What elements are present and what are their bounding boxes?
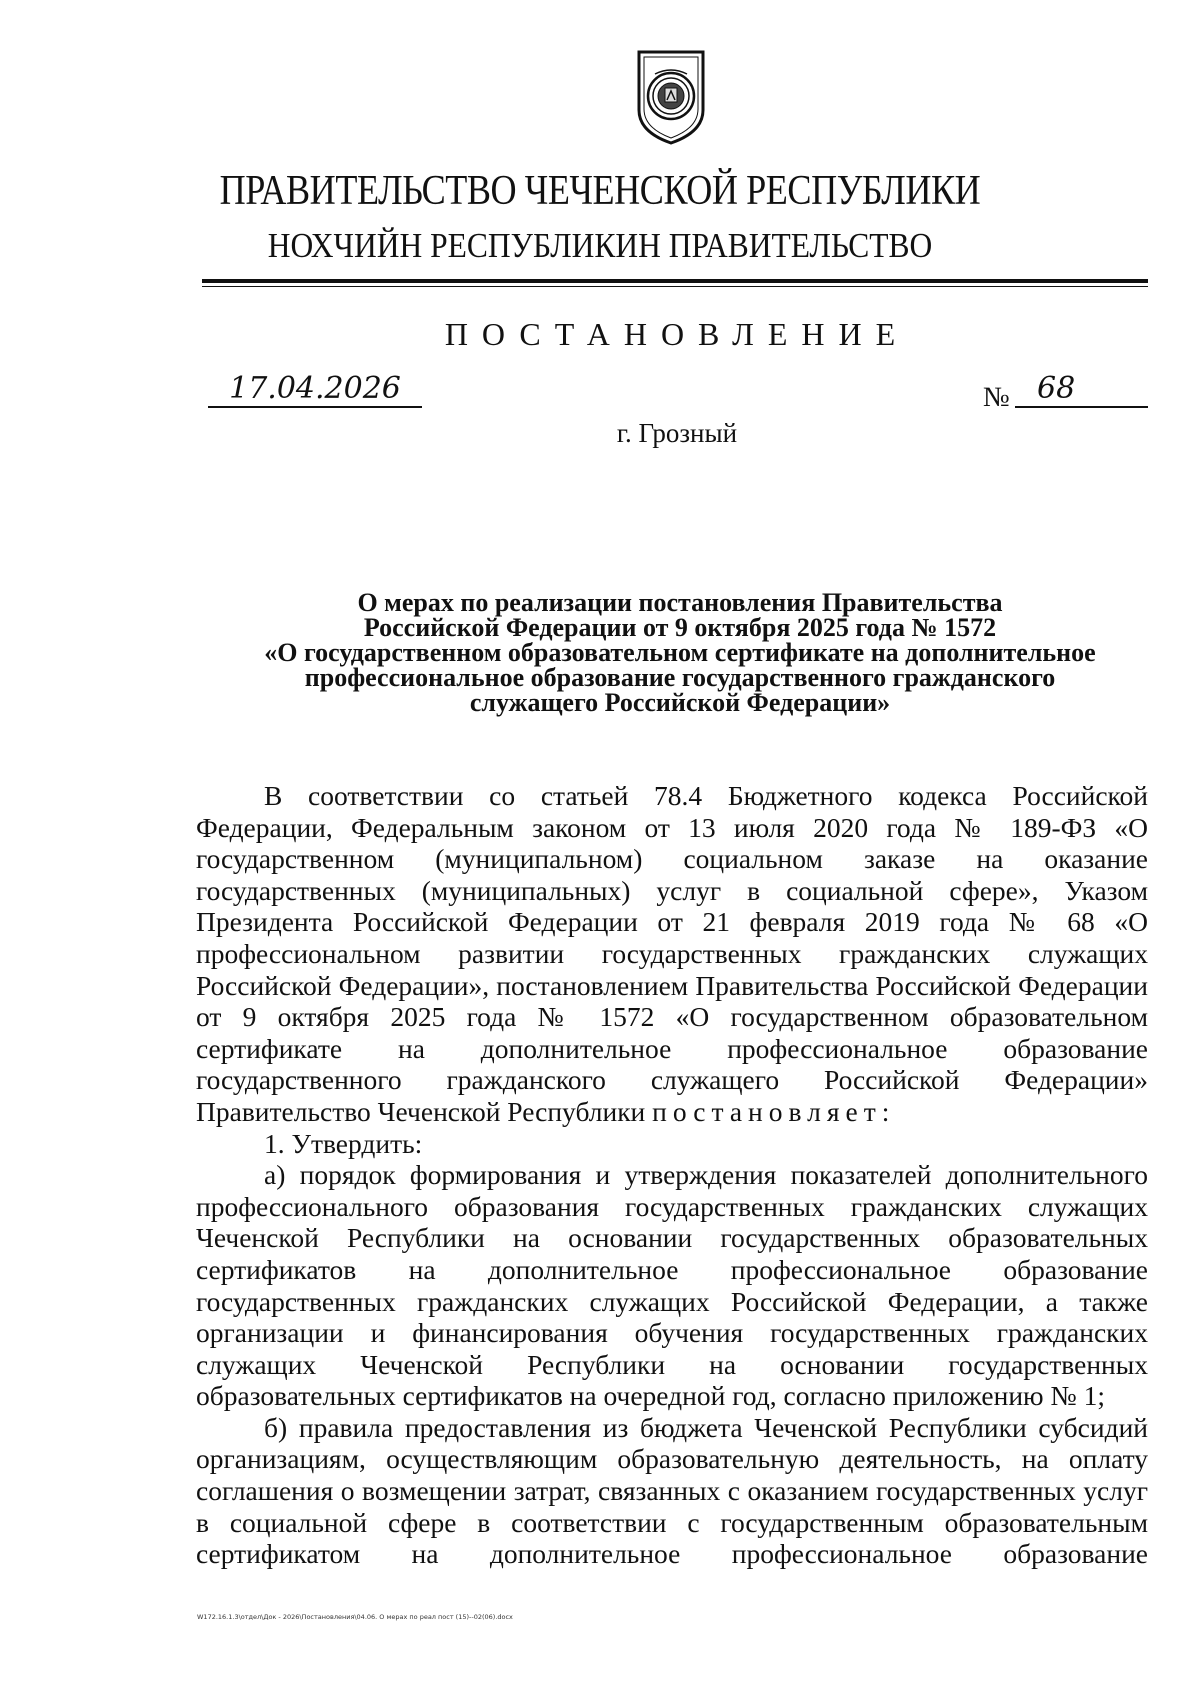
title-line: О мерах по реализации постановления Правительства <box>357 588 1003 617</box>
document-number-label: № <box>983 382 1010 413</box>
document-type: ПОСТАНОВЛЕНИЕ <box>444 316 910 352</box>
title-line: служащего Российской Федерации» <box>469 688 891 717</box>
government-subtitle: НОХЧИЙН РЕСПУБЛИКИН ПРАВИТЕЛЬСТВО <box>267 226 933 265</box>
footer-file-path: W172.16.1.3\отдел\Док - 2026\Постановления\04.06. О мерах по реал пост (15)--02(06).docx <box>197 1613 513 1621</box>
document-city: г. Грозный <box>616 418 738 448</box>
header-rule-thin <box>202 286 1148 287</box>
item-1a: а) порядок формирования и утверждения показателей дополнительного профессионального образования государственных гражданских служащих Чеченской Республики на основании государственных образовательных сертификатов на дополнительное профессиональное образование государственных гражданских служащих Российской Федерации, а также организации и финансирования обучения государственных гражданских служащих Чеченской Республики на основании государственных образовательных сертификатов на очередной год, согласно приложению № 1; <box>196 1159 1148 1412</box>
header-rule-thick <box>202 279 1148 283</box>
coat-of-arms-icon <box>633 48 709 146</box>
government-title: ПРАВИТЕЛЬСТВО ЧЕЧЕНСКОЙ РЕСПУБЛИКИ <box>219 168 981 214</box>
resolves-word: постановляет: <box>652 1095 896 1127</box>
title-line: Российской Федерации от 9 октября 2025 года № 1572 <box>363 613 997 642</box>
item-1b: б) правила предоставления из бюджета Чеченской Республики субсидий организациям, осуществляющим образовательную деятельность, на оплату соглашения о возмещении затрат, связанных с оказанием государственных услуг в социальной сфере в соответствии с государственным образовательным сертификатом на дополнительное профессиональное образование <box>196 1411 1148 1570</box>
resolves-line <box>196 1096 1148 1128</box>
preamble-paragraph: В соответствии со статьей 78.4 Бюджетного кодекса Российской Федерации, Федеральным законом от 13 июля 2020 года № 189-ФЗ «О государственном (муниципальном) социальном заказе на оказание государственных (муниципальных) услуг в социальной сфере», Указом Президента Российской Федерации от 21 февраля 2019 года № 68 «О профессиональном развитии государственных гражданских служащих Российской Федерации», постановлением Правительства Российской Федерации от 9 октября 2025 года № 1572 «О государственном образовательном сертификате на дополнительное профессиональное образование государственного гражданского служащего Российской Федерации» <box>196 780 1148 1096</box>
document-date: 17.04.2026 <box>208 372 422 408</box>
item-1: 1. Утвердить: <box>264 1127 423 1159</box>
title-line: «О государственном образовательном сертификате на дополнительное <box>264 638 1096 667</box>
document-body <box>196 780 1148 1570</box>
title-line: профессиональное образование государственного гражданского <box>304 663 1056 692</box>
resolves-subject: Правительство Чеченской Республики <box>196 1095 646 1127</box>
document-title <box>160 590 1200 715</box>
document-number: 68 <box>1015 372 1148 408</box>
